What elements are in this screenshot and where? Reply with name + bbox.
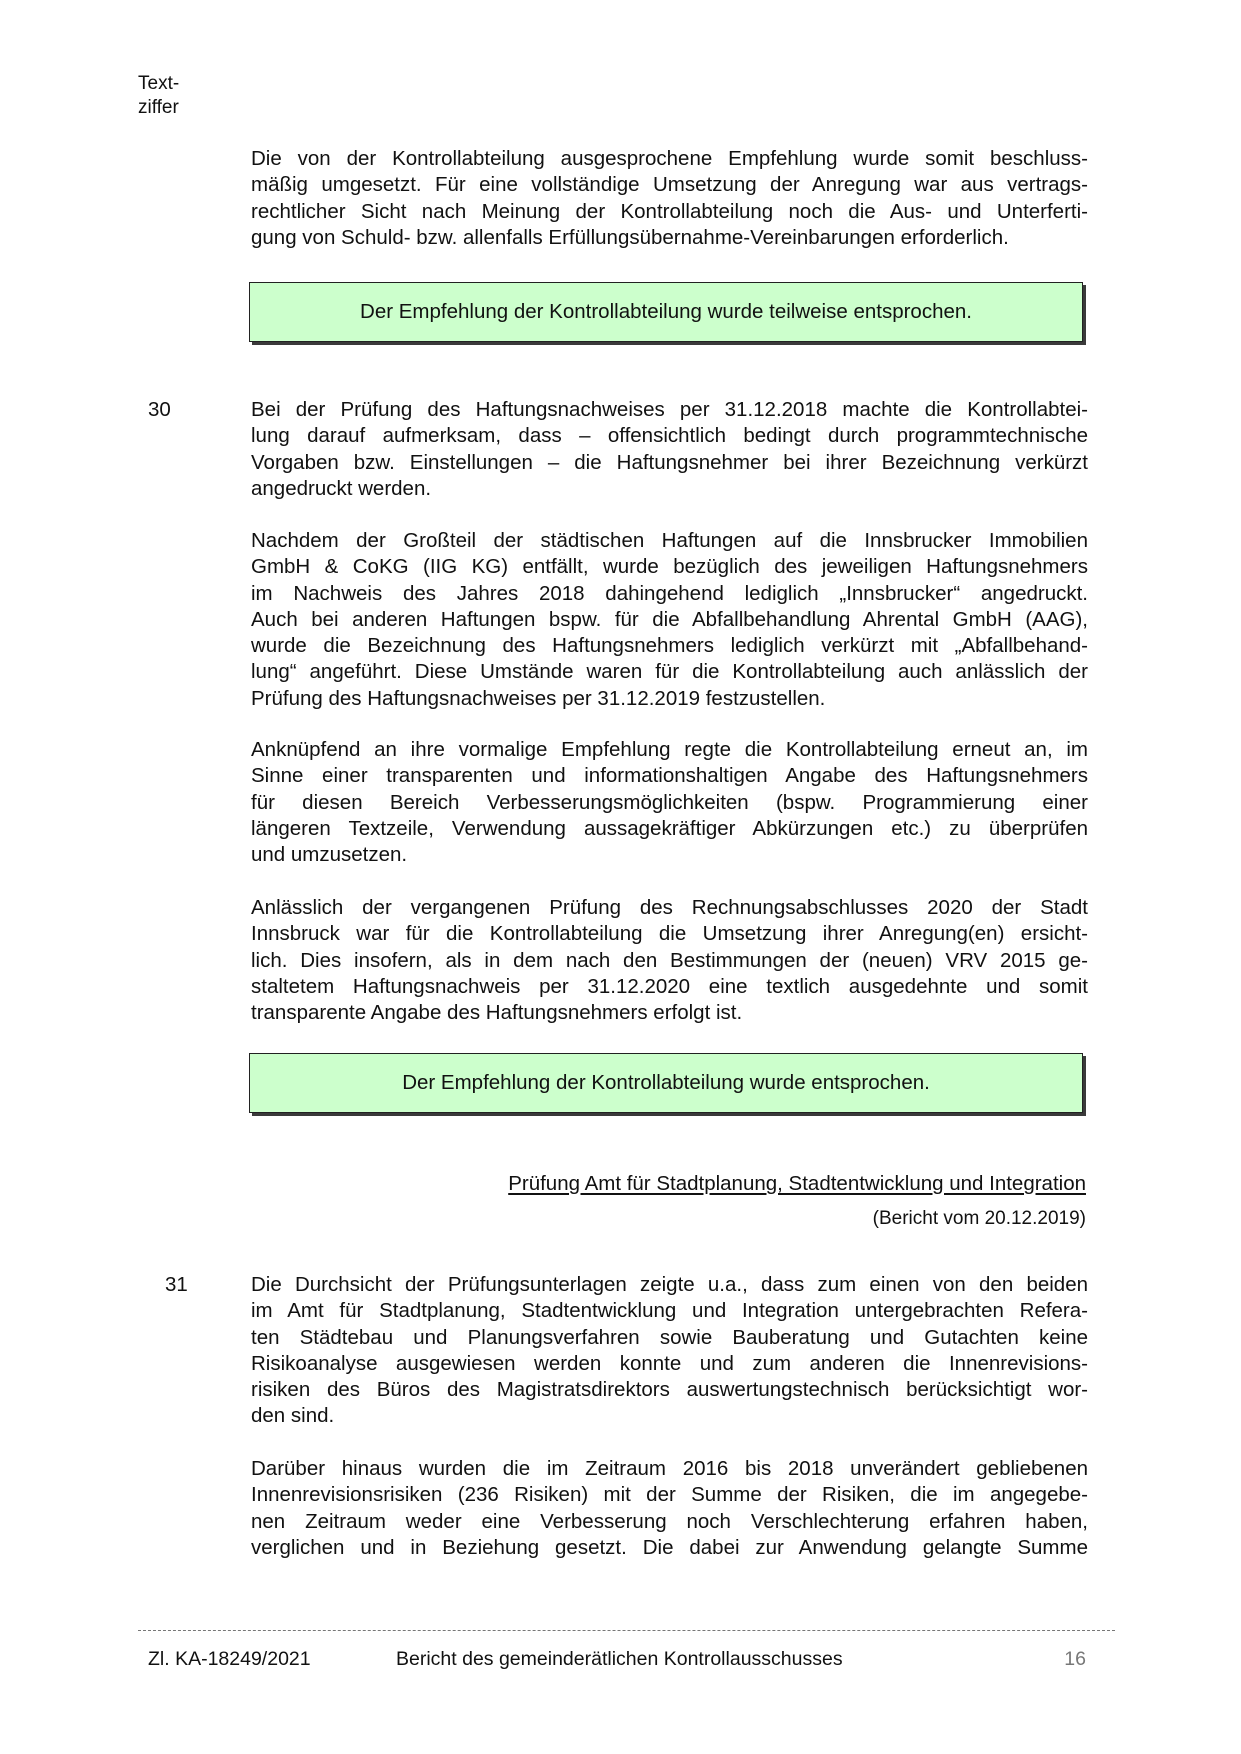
text-line: Vorgaben bzw. Einstellungen – die Haftungsnehmer bei ihrer Bezeichnung verkürzt — [251, 450, 1088, 474]
text-line: Prüfung des Haftungsnachweises per 31.12.2019 festzustellen. — [251, 686, 826, 710]
footer-reference: Zl. KA-18249/2021 — [148, 1648, 311, 1670]
text-line: GmbH & CoKG (IIG KG) entfällt, wurde bezüglich des jeweiligen Haftungsnehmers — [251, 555, 1088, 579]
tz30-paragraph-2 — [251, 528, 1088, 712]
text-line: Innsbruck war für die Kontrollabteilung die Umsetzung ihrer Anregung(en) ersicht- — [251, 922, 1088, 946]
section-subtitle: (Bericht vom 20.12.2019) — [872, 1208, 1086, 1229]
text-line: Sinne einer transparenten und informationshaltigen Angabe des Haftungsnehmers — [251, 764, 1088, 788]
text-line: staltetem Haftungsnachweis per 31.12.2020 eine textlich ausgedehnte und somit — [251, 974, 1088, 998]
tz31-paragraph-2 — [251, 1456, 1088, 1561]
text-line: rechtlicher Sicht nach Meinung der Kontrollabteilung noch die Aus- und Unterferti- — [251, 199, 1088, 223]
text-line: Auch bei anderen Haftungen bspw. für die Abfallbehandlung Ahrental GmbH (AAG), — [251, 607, 1088, 631]
text-line: Anlässlich der vergangenen Prüfung des Rechnungsabschlusses 2020 der Stadt — [251, 896, 1088, 919]
text-line: und umzusetzen. — [251, 843, 408, 867]
text-line: im Nachweis des Jahres 2018 dahingehend lediglich „Innsbrucker“ angedruckt. — [251, 581, 1088, 605]
text-line: lung darauf aufmerksam, dass – offensichtlich bedingt durch programmtechnische — [251, 424, 1088, 448]
footer-title: Bericht des gemeinderätlichen Kontrollausschusses — [396, 1648, 843, 1670]
tz30-paragraph-3 — [251, 737, 1088, 868]
text-line: transparente Angabe des Haftungsnehmers erfolgt ist. — [251, 1001, 743, 1025]
text-line: angedruckt werden. — [251, 476, 432, 500]
text-line: gung von Schuld- bzw. allenfalls Erfüllungsübernahme-Vereinbarungen erforderlich. — [251, 225, 1009, 249]
text-line: Anknüpfend an ihre vormalige Empfehlung regte die Kontrollabteilung erneut an, im — [251, 738, 1088, 761]
text-line: im Amt für Stadtplanung, Stadtentwicklung und Integration untergebrachten Refera- — [251, 1299, 1088, 1323]
text-line: längeren Textzeile, Verwendung aussagekräftiger Abkürzungen etc.) zu überprüfen — [251, 816, 1088, 840]
text-line: Risikoanalyse ausgewiesen werden konnte und zum anderen die Innenrevisions- — [251, 1351, 1088, 1375]
section-title: Prüfung Amt für Stadtplanung, Stadtentwicklung und Integration — [508, 1172, 1086, 1195]
text-line: Bei der Prüfung des Haftungsnachweises per 31.12.2018 machte die Kontrollabtei- — [251, 398, 1088, 421]
margin-label — [138, 72, 179, 120]
recommendation-status-text: Der Empfehlung der Kontrollabteilung wurde teilweise entsprochen. — [360, 300, 972, 323]
text-line: Innenrevisionsrisiken (236 Risiken) mit der Summe der Risiken, die im angegebe- — [251, 1483, 1088, 1507]
footer-divider — [138, 1630, 1115, 1631]
margin-label-line-1: Text- — [138, 73, 180, 94]
text-line: den sind. — [251, 1404, 335, 1428]
text-line: Die Durchsicht der Prüfungsunterlagen zeigte u.a., dass zum einen von den beiden — [251, 1273, 1088, 1296]
text-line: lung“ angeführt. Diese Umstände waren für die Kontrollabteilung auch anlässlich der — [251, 660, 1088, 684]
text-line: Die von der Kontrollabteilung ausgesprochene Empfehlung wurde somit beschluss- — [251, 147, 1088, 170]
tz30-paragraph-1 — [251, 397, 1088, 502]
text-number-30: 30 — [148, 398, 171, 421]
text-line: risiken des Büros des Magistratsdirektors auswertungstechnisch berücksichtigt wor- — [251, 1378, 1088, 1402]
margin-label-line-2: ziffer — [138, 97, 179, 118]
page-number: 16 — [1064, 1648, 1086, 1670]
text-line: nen Zeitraum weder eine Verbesserung noch Verschlechterung erfahren haben, — [251, 1509, 1088, 1533]
tz31-paragraph-1 — [251, 1272, 1088, 1430]
recommendation-status-text: Der Empfehlung der Kontrollabteilung wurde entsprochen. — [402, 1071, 930, 1094]
text-number-31: 31 — [165, 1273, 188, 1296]
text-line: verglichen und in Beziehung gesetzt. Die dabei zur Anwendung gelangte Summe — [251, 1535, 1088, 1559]
text-line: Darüber hinaus wurden die im Zeitraum 2016 bis 2018 unverändert gebliebenen — [251, 1457, 1088, 1480]
text-line: für diesen Bereich Verbesserungsmöglichkeiten (bspw. Programmierung einer — [251, 790, 1088, 814]
text-line: lich. Dies insofern, als in dem nach den Bestimmungen der (neuen) VRV 2015 ge- — [251, 948, 1088, 972]
intro-paragraph — [251, 146, 1088, 251]
text-line: wurde die Bezeichnung des Haftungsnehmers lediglich verkürzt mit „Abfallbehand- — [251, 634, 1088, 658]
text-line: Nachdem der Großteil der städtischen Haftungen auf die Innsbrucker Immobilien — [251, 529, 1088, 552]
text-line: ten Städtebau und Planungsverfahren sowie Bauberatung und Gutachten keine — [251, 1325, 1088, 1349]
text-line: mäßig umgesetzt. Für eine vollständige Umsetzung der Anregung war aus vertrags- — [251, 173, 1088, 197]
recommendation-status-box — [249, 282, 1083, 342]
recommendation-status-box — [249, 1053, 1083, 1113]
tz30-paragraph-4 — [251, 895, 1088, 1026]
